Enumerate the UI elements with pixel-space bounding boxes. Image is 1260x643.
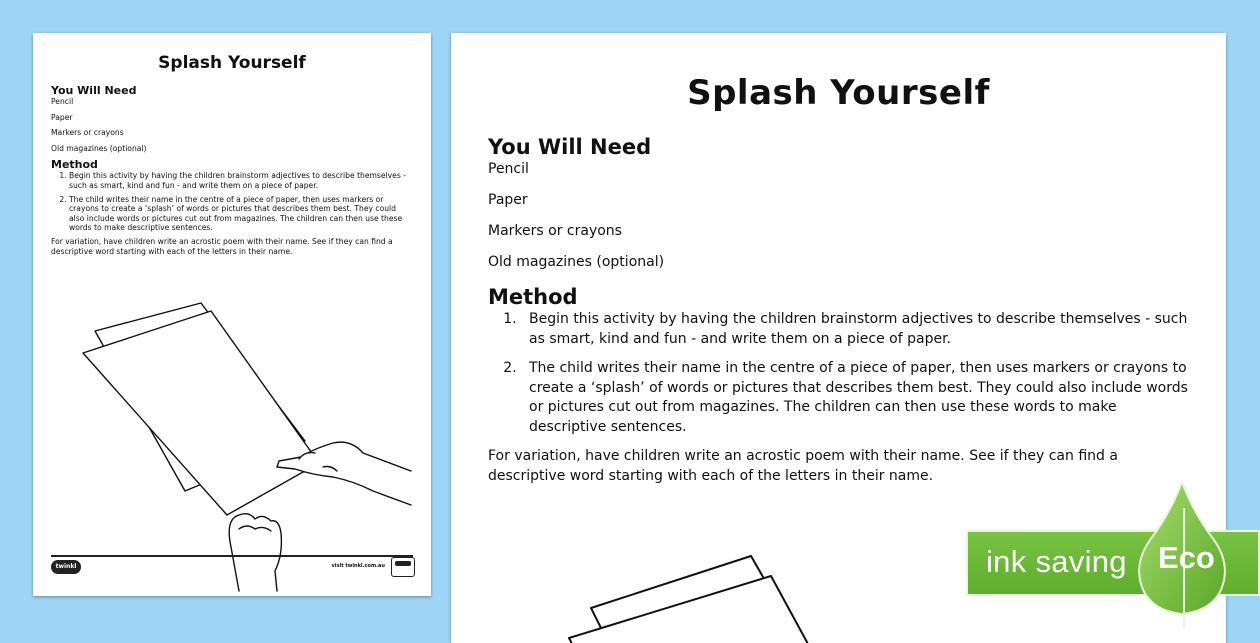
method-heading: Method xyxy=(488,285,578,309)
thumbnail-material: Old magazines (optional) xyxy=(51,143,147,153)
footer-url: visit twinkl.com.au xyxy=(331,563,385,569)
method-step: 2. The child writes their name in the centre of a piece of paper, then uses markers or crayons to create a ‘splash’ of words or pictures that describes them best. They could also include words or pictures cut out from magazines. The children can then use these words to make descriptive sentences. xyxy=(521,359,1198,437)
thumbnail-material: Pencil xyxy=(51,97,74,106)
thumbnail-method-heading: Method xyxy=(51,158,98,172)
main-body xyxy=(488,134,1198,486)
thumbnail-material: Paper xyxy=(51,112,73,122)
footer-rule xyxy=(51,555,413,557)
material-item: Pencil xyxy=(488,161,529,177)
need-heading: You Will Need xyxy=(488,135,652,159)
paper-illustration xyxy=(561,548,861,643)
method-steps xyxy=(488,310,1198,437)
paper-and-hands-illustration xyxy=(33,293,431,593)
thumbnail-title: Splash Yourself xyxy=(158,53,306,73)
method-step: 1. Begin this activity by having the children brainstorm adjectives to describe themselves - such as smart, kind and fun - and write them on a piece of paper. xyxy=(521,310,1198,349)
thumbnail-sheet xyxy=(33,33,431,596)
thumbnail-material: Markers or crayons xyxy=(51,128,124,138)
thumbnail-step: 2. The child writes their name in the centre of a piece of paper, then uses markers or crayons to create a ‘splash’ of words or pictures that describes them best. They could also include words or pictures cut out from magazines. The children can then use these words to make descriptive sentences. xyxy=(69,195,413,233)
variation-text: For variation, have children write an acrostic poem with their name. See if they can find a descriptive word starting with each of the letters in their name. xyxy=(488,448,1118,484)
thumbnail-steps xyxy=(51,171,413,233)
curriculum-badge-icon xyxy=(391,557,415,577)
page-title: Splash Yourself xyxy=(687,73,990,113)
material-item: Markers or crayons xyxy=(488,223,622,239)
material-item: Old magazines (optional) xyxy=(488,254,665,270)
thumbnail-need-heading: You Will Need xyxy=(51,84,137,97)
material-item: Paper xyxy=(488,192,528,208)
thumbnail-body xyxy=(51,85,413,256)
twinkl-logo: twinkl xyxy=(51,560,81,574)
front-paper-sheet xyxy=(83,311,319,515)
thumbnail-step: 1. Begin this activity by having the children brainstorm adjectives to describe themselves - such as smart, kind and fun - and write them on a piece of paper. xyxy=(69,171,413,190)
ink-saving-text: ink saving xyxy=(986,544,1127,579)
resting-hand xyxy=(229,514,281,591)
eco-label: Eco xyxy=(1158,540,1215,575)
thumbnail-variation: For variation, have children write an acrostic poem with their name. See if they can find a descriptive word starting with each of the letters in their name. xyxy=(51,236,393,256)
